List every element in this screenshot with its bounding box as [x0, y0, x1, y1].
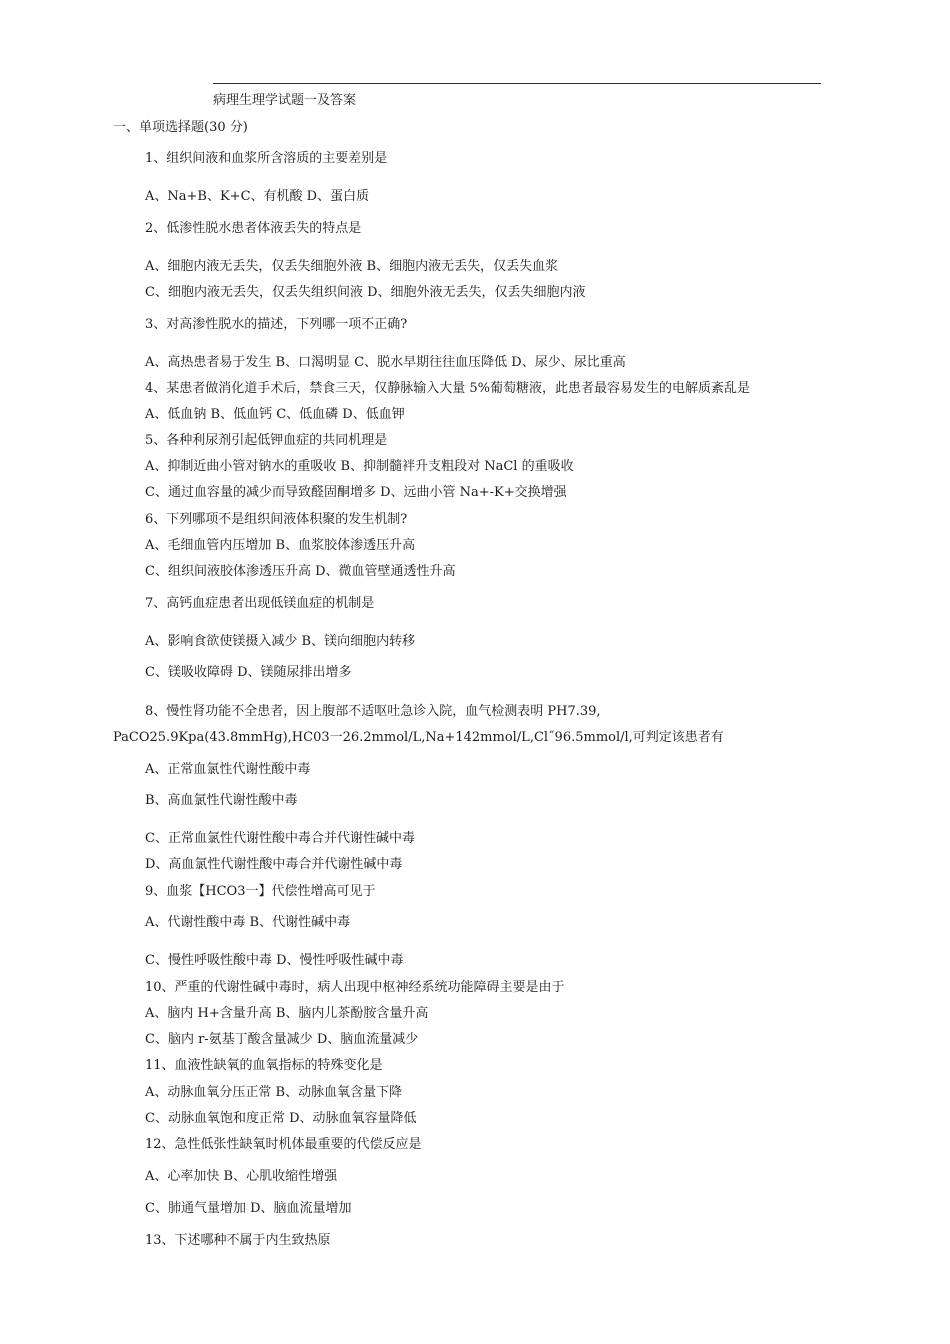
question-3-options: A、高热患者易于发生 B、口渴明显 C、脱水早期往往血压降低 D、尿少、尿比重高	[145, 355, 626, 370]
question-2-options-cd: C、细胞内液无丢失，仅丢失组织间液 D、细胞外液无丢失，仅丢失细胞内液	[145, 285, 586, 300]
question-11-options-ab: A、动脉血氧分压正常 B、动脉血氧含量下降	[145, 1085, 403, 1100]
question-7-options-ab: A、影响食欲使镁摄入减少 B、镁向细胞内转移	[145, 634, 416, 649]
question-13: 13、下述哪种不属于内生致热原	[145, 1233, 331, 1248]
header-rule	[213, 83, 821, 84]
question-12: 12、急性低张性缺氧时机体最重要的代偿反应是	[145, 1137, 422, 1152]
question-12-options-ab: A、心率加快 B、心肌收缩性增强	[145, 1169, 338, 1184]
question-6-options-ab: A、毛细血管内压增加 B、血浆胶体渗透压升高	[145, 538, 416, 553]
question-7-options-cd: C、镁吸收障碍 D、镁随尿排出增多	[145, 665, 352, 680]
question-8-option-b: B、高血氯性代谢性酸中毒	[145, 793, 298, 808]
question-5-options-ab: A、抑制近曲小管对钠水的重吸收 B、抑制髓袢升支粗段对 NaCl 的重吸收	[145, 459, 574, 474]
question-1: 1、组织间液和血浆所含溶质的主要差别是	[145, 151, 388, 166]
question-9-options-ab: A、代谢性酸中毒 B、代谢性碱中毒	[145, 915, 351, 930]
question-10-options-ab: A、脑内 H+含量升高 B、脑内儿茶酚胺含量升高	[145, 1006, 429, 1021]
question-4-options: A、低血钠 B、低血钙 C、低血磷 D、低血钾	[145, 407, 405, 422]
question-9-options-cd: C、慢性呼吸性酸中毒 D、慢性呼吸性碱中毒	[145, 953, 404, 968]
question-12-options-cd: C、肺通气量增加 D、脑血流量增加	[145, 1201, 352, 1216]
question-3: 3、对高渗性脱水的描述，下列哪一项不正确?	[145, 317, 408, 332]
question-6: 6、下列哪项不是组织间液体积聚的发生机制?	[145, 512, 408, 527]
question-5: 5、各种利尿剂引起低钾血症的共同机理是	[145, 433, 388, 448]
question-11-options-cd: C、动脉血氧饱和度正常 D、动脉血氧容量降低	[145, 1111, 417, 1126]
question-11: 11、血液性缺氧的血氧指标的特殊变化是	[145, 1058, 383, 1073]
question-8: 8、慢性肾功能不全患者，因上腹部不适呕吐急诊入院，血气检测表明 PH7.39,	[145, 704, 601, 719]
question-2-options-ab: A、细胞内液无丢失，仅丢失细胞外液 B、细胞内液无丢失，仅丢失血浆	[145, 259, 559, 274]
question-10-options-cd: C、脑内 r-氨基丁酸含量减少 D、脑血流量减少	[145, 1032, 419, 1047]
page-title: 病理生理学试题一及答案	[213, 93, 357, 108]
question-8-option-a: A、正常血氯性代谢性酸中毒	[145, 762, 311, 777]
question-8-option-c: C、正常血氯性代谢性酸中毒合并代谢性碱中毒	[145, 831, 415, 846]
question-8-continuation: PaCO25.9Kpa(43.8mmHg),HC03一26.2mmol/L,Na+142mmol/L,Cl˝96.5mmol/l,可判定该患者有	[113, 730, 724, 745]
question-9: 9、血浆【HCO3一】代偿性增高可见于	[145, 884, 376, 899]
question-10: 10、严重的代谢性碱中毒时，病人出现中枢神经系统功能障碍主要是由于	[145, 980, 565, 995]
question-7: 7、高钙血症患者出现低镁血症的机制是	[145, 596, 375, 611]
question-4: 4、某患者做消化道手术后，禁食三天，仅静脉输入大量 5%葡萄糖液，此患者最容易发生的电解质紊乱是	[145, 381, 751, 396]
question-5-options-cd: C、通过血容量的减少而导致醛固酮增多 D、远曲小管 Na+-K+交换增强	[145, 485, 567, 500]
question-8-option-d: D、高血氯性代谢性酸中毒合并代谢性碱中毒	[145, 857, 403, 872]
question-1-options: A、Na+B、K+C、有机酸 D、蛋白质	[145, 189, 370, 204]
question-2: 2、低渗性脱水患者体液丢失的特点是	[145, 221, 362, 236]
question-6-options-cd: C、组织间液胶体渗透压升高 D、微血管壁通透性升高	[145, 564, 456, 579]
section-heading: 一、单项选择题(30 分)	[113, 120, 248, 135]
